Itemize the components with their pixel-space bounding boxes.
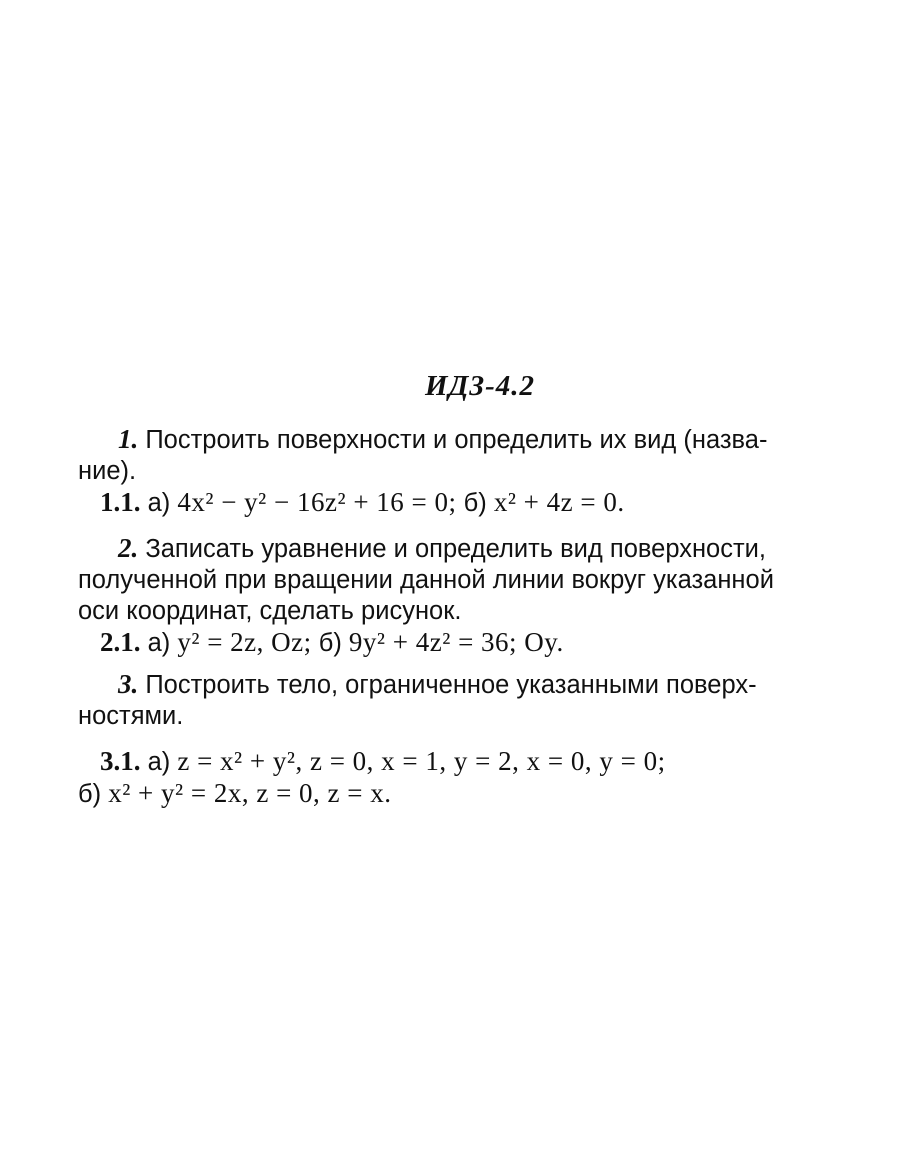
task-3-item-b (78, 778, 882, 810)
item-1-1-number: 1.1. (100, 487, 141, 517)
item-3-1-a-label: а) (140, 748, 178, 776)
item-1-1-b-label: б) (456, 489, 494, 517)
item-1-1-a-formula: 4x² − y² − 16z² + 16 = 0; (177, 487, 457, 517)
task-2-text-line-2: полученной при вращении данной линии вокруг указанной (78, 566, 774, 594)
item-2-1-a-label: а) (140, 629, 178, 657)
document-page (78, 368, 882, 810)
item-2-1-b-formula: 9y² + 4z² = 36; Oy. (348, 627, 564, 657)
assignment-title: ИДЗ-4.2 (424, 370, 536, 402)
item-3-1-number: 3.1. (100, 746, 141, 776)
task-2-text-line-1: Записать уравнение и определить вид поверхности, (138, 535, 766, 563)
task-3-item-a (78, 746, 882, 778)
task-3-statement (78, 669, 882, 732)
task-2-item (78, 627, 882, 659)
task-1-item (78, 487, 882, 519)
task-1-statement (78, 424, 882, 487)
task-2-text-line-3: оси координат, сделать рисунок. (78, 597, 462, 625)
task-2-number: 2. (118, 533, 139, 563)
task-1-number: 1. (118, 424, 139, 454)
item-1-1-a-label: а) (140, 489, 178, 517)
task-1-text-line-2: ние). (78, 457, 137, 485)
item-2-1-a-formula: y² = 2z, Oz; (177, 627, 312, 657)
item-3-1-b-formula: x² + y² = 2x, z = 0, z = x. (108, 778, 392, 808)
item-1-1-b-formula: x² + 4z = 0. (493, 487, 625, 517)
item-2-1-number: 2.1. (100, 627, 141, 657)
task-2-statement (78, 533, 882, 627)
item-2-1-b-label: б) (311, 629, 349, 657)
item-3-1-b-label: б) (78, 780, 109, 808)
task-1-text-line-1: Построить поверхности и определить их вид (назва- (138, 426, 768, 454)
task-3-number: 3. (118, 669, 139, 699)
task-3-text-line-1: Построить тело, ограниченное указанными поверх- (138, 671, 757, 699)
item-3-1-a-formula: z = x² + y², z = 0, x = 1, y = 2, x = 0, y = 0; (177, 746, 666, 776)
task-3-text-line-2: ностями. (78, 702, 184, 730)
